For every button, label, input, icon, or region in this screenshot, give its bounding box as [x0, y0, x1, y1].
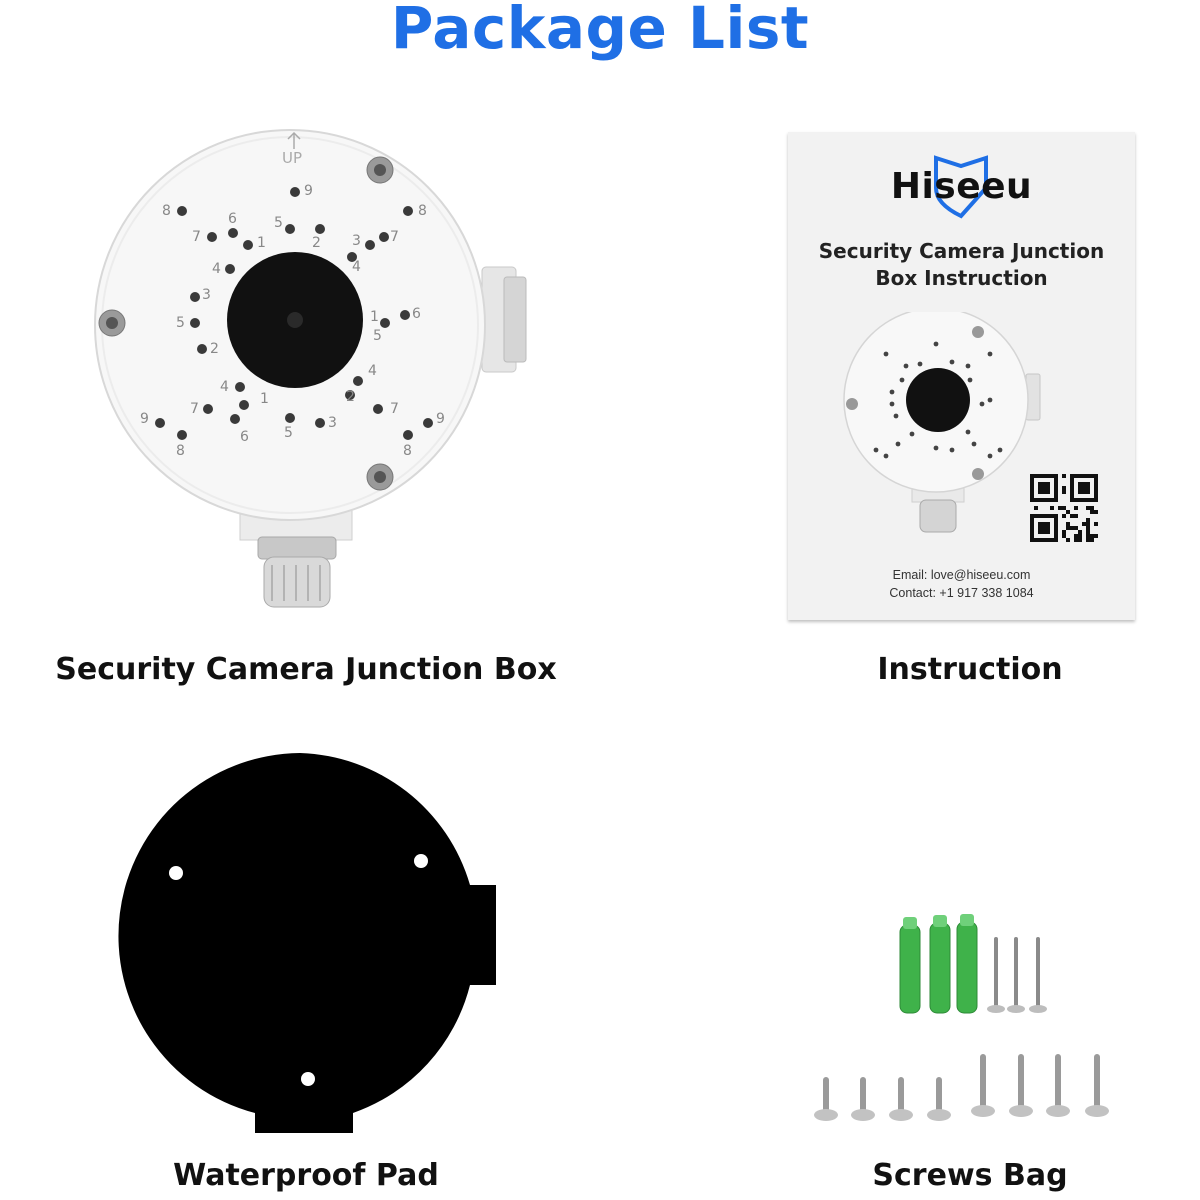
contact-phone: Contact: +1 917 338 1084 [889, 586, 1034, 600]
hole-label: 7 [190, 401, 199, 417]
qr-code [1030, 474, 1098, 546]
hole-label: 3 [202, 287, 211, 303]
hole-label: 9 [140, 411, 149, 427]
hole-label: 4 [220, 379, 229, 395]
hole-label: 3 [352, 233, 361, 249]
hole-label: 2 [210, 341, 219, 357]
item-caption-instruction: Instruction [877, 652, 1063, 687]
hole-label: 8 [176, 443, 185, 459]
page-title: Package List [390, 0, 810, 62]
hole-label: 5 [176, 315, 185, 331]
screws-bag-image [800, 905, 1130, 1135]
hole-label: 1 [370, 309, 379, 325]
hole-label: 1 [257, 235, 266, 251]
brand-logo [788, 154, 1135, 228]
instruction-heading-line1: Security Camera Junction [818, 239, 1105, 263]
brand-name: Hiseeu [890, 166, 1033, 207]
hole-label: 4 [368, 363, 377, 379]
hole-label: 6 [228, 211, 237, 227]
contact-email: Email: love@hiseeu.com [892, 568, 1031, 582]
item-caption-waterproof-pad: Waterproof Pad [173, 1158, 439, 1193]
hole-label: 9 [304, 183, 313, 199]
hole-label: 7 [192, 229, 201, 245]
hole-label: 9 [436, 411, 445, 427]
instruction-heading-line2: Box Instruction [875, 266, 1048, 290]
hole-label: 6 [412, 306, 421, 322]
hole-label: 5 [373, 328, 382, 344]
hole-label: 7 [390, 401, 399, 417]
hole-label: 2 [346, 389, 355, 405]
instruction-contact-block [788, 566, 1135, 602]
item-caption-junction-box: Security Camera Junction Box [55, 652, 557, 687]
hole-label: 4 [212, 261, 221, 277]
instruction-heading [788, 238, 1135, 292]
hole-label: 2 [312, 235, 321, 251]
junction-box-image [90, 125, 530, 625]
instruction-card [788, 132, 1135, 620]
hole-label: 8 [403, 443, 412, 459]
item-caption-screws-bag: Screws Bag [872, 1158, 1068, 1193]
hole-label: 1 [260, 391, 269, 407]
hole-label: 8 [418, 203, 427, 219]
hole-label: 5 [274, 215, 283, 231]
hole-label: 7 [390, 229, 399, 245]
hole-label: 3 [328, 415, 337, 431]
up-label: UP [282, 149, 303, 167]
hole-label: 5 [284, 425, 293, 441]
hole-label: 8 [162, 203, 171, 219]
instruction-product-image [842, 312, 1042, 546]
hole-label: 6 [240, 429, 249, 445]
waterproof-pad-image [110, 745, 510, 1140]
hole-label: 4 [352, 259, 361, 275]
